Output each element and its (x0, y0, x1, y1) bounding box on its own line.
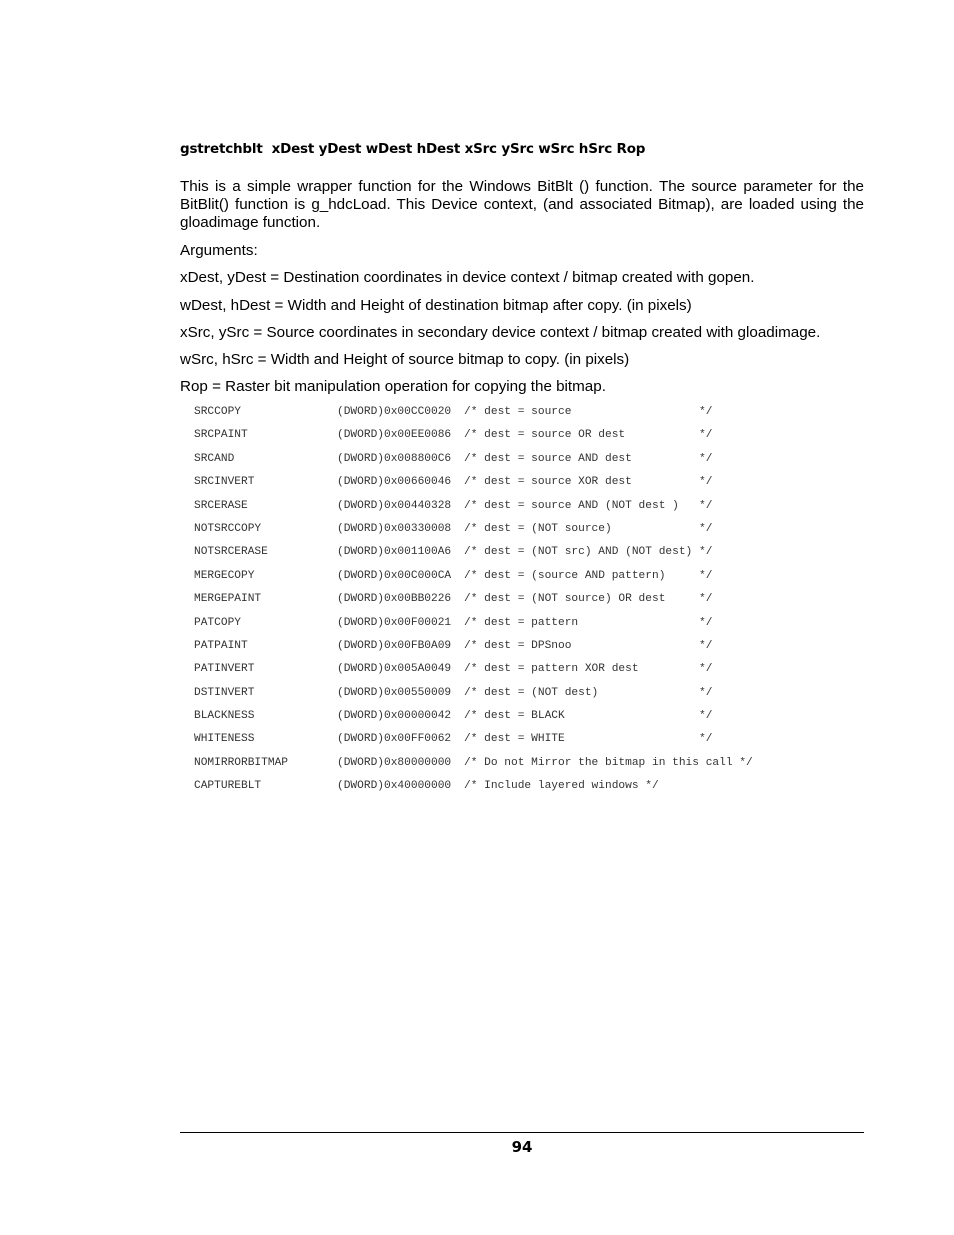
document-page (180, 0, 864, 1235)
rop-value: (DWORD)0x00CC0020 (337, 406, 452, 418)
arguments-label: Arguments: (180, 242, 258, 259)
rop-comment: /* dest = BLACK */ (464, 710, 713, 723)
rop-value: (DWORD)0x00BB0226 (337, 593, 452, 606)
rop-value: (DWORD)0x00EE0086 (337, 429, 452, 442)
rop-comment: /* dest = (source AND pattern) */ (464, 569, 713, 582)
rop-name: NOTSRCCOPY (194, 522, 262, 535)
intro-paragraph: This is a simple wrapper function for the Windows BitBlt () function. The source parameter for the BitBlit() function is g_hdcLoad. This Device context, (and associated Bitmap), are loaded using the gloadimage function. (180, 178, 864, 231)
rop-name: PATPAINT (194, 639, 248, 652)
argument-wdest-hdest: wDest, hDest = Width and Height of destination bitmap after copy. (in pixels) (180, 297, 692, 314)
rop-value: (DWORD)0x00FF0062 (337, 733, 452, 746)
rop-comment: /* dest = source XOR dest */ (464, 476, 713, 489)
rop-comment: /* dest = WHITE */ (464, 733, 713, 746)
rop-name: SRCPAINT (194, 429, 248, 442)
rop-comment: /* dest = (NOT dest) */ (464, 686, 713, 699)
rop-comment: /* dest = pattern XOR dest */ (464, 663, 713, 676)
rop-name: NOMIRRORBITMAP (194, 756, 288, 769)
rop-value: (DWORD)0x00C000CA (337, 569, 452, 582)
rop-value: (DWORD)0x00FB0A09 (337, 639, 452, 652)
argument-rop: Rop = Raster bit manipulation operation for copying the bitmap. (180, 378, 606, 395)
rop-value: (DWORD)0x80000000 (337, 756, 452, 769)
rop-comment: /* dest = (NOT src) AND (NOT dest) */ (464, 546, 713, 559)
rop-name: SRCCOPY (194, 406, 241, 418)
argument-wsrc-hsrc: wSrc, hSrc = Width and Height of source bitmap to copy. (in pixels) (180, 351, 630, 368)
rop-value: (DWORD)0x00550009 (337, 686, 452, 699)
rop-comment: /* Include layered windows */ (464, 780, 659, 793)
page-number: 94 (511, 1138, 533, 1156)
rop-comment: /* dest = source AND dest */ (464, 452, 713, 465)
rop-comment: /* dest = source */ (464, 406, 713, 418)
rop-name: CAPTUREBLT (194, 780, 262, 793)
rop-name: BLACKNESS (194, 710, 255, 723)
rop-value: (DWORD)0x008800C6 (337, 452, 452, 465)
argument-xdest-ydest: xDest, yDest = Destination coordinates in device context / bitmap created with gopen. (180, 269, 755, 286)
function-signature-heading: gstretchblt xDest yDest wDest hDest xSrc ySrc wSrc hSrc Rop (180, 141, 646, 157)
rop-value: (DWORD)0x40000000 (337, 780, 452, 793)
footer-divider (180, 1132, 864, 1133)
rop-value: (DWORD)0x00F00021 (337, 616, 452, 629)
rop-comment: /* dest = (NOT source) */ (464, 522, 713, 535)
rop-comment: /* dest = DPSnoo */ (464, 639, 713, 652)
rop-value: (DWORD)0x005A0049 (337, 663, 452, 676)
rop-comment: /* dest = source AND (NOT dest ) */ (464, 499, 713, 512)
rop-name: PATINVERT (194, 663, 255, 676)
rop-comment: /* dest = (NOT source) OR dest */ (464, 593, 713, 606)
rop-value: (DWORD)0x001100A6 (337, 546, 452, 559)
rop-value: (DWORD)0x00000042 (337, 710, 452, 723)
rop-name: SRCAND (194, 452, 235, 465)
rop-name: NOTSRCERASE (194, 546, 268, 559)
rop-comment: /* Do not Mirror the bitmap in this call */ (464, 756, 753, 769)
rop-value: (DWORD)0x00330008 (337, 522, 452, 535)
rop-comment: /* dest = pattern */ (464, 616, 713, 629)
rop-value: (DWORD)0x00660046 (337, 476, 452, 489)
argument-xsrc-ysrc: xSrc, ySrc = Source coordinates in secondary device context / bitmap created with gloadimage. (180, 324, 821, 341)
rop-comment: /* dest = source OR dest */ (464, 429, 713, 442)
rop-name: SRCINVERT (194, 476, 255, 489)
rop-value: (DWORD)0x00440328 (337, 499, 452, 512)
rop-name: MERGEPAINT (194, 593, 262, 606)
rop-name: WHITENESS (194, 733, 255, 746)
rop-name: PATCOPY (194, 616, 241, 629)
rop-name: SRCERASE (194, 499, 248, 512)
rop-name: MERGECOPY (194, 569, 255, 582)
rop-name: DSTINVERT (194, 686, 255, 699)
